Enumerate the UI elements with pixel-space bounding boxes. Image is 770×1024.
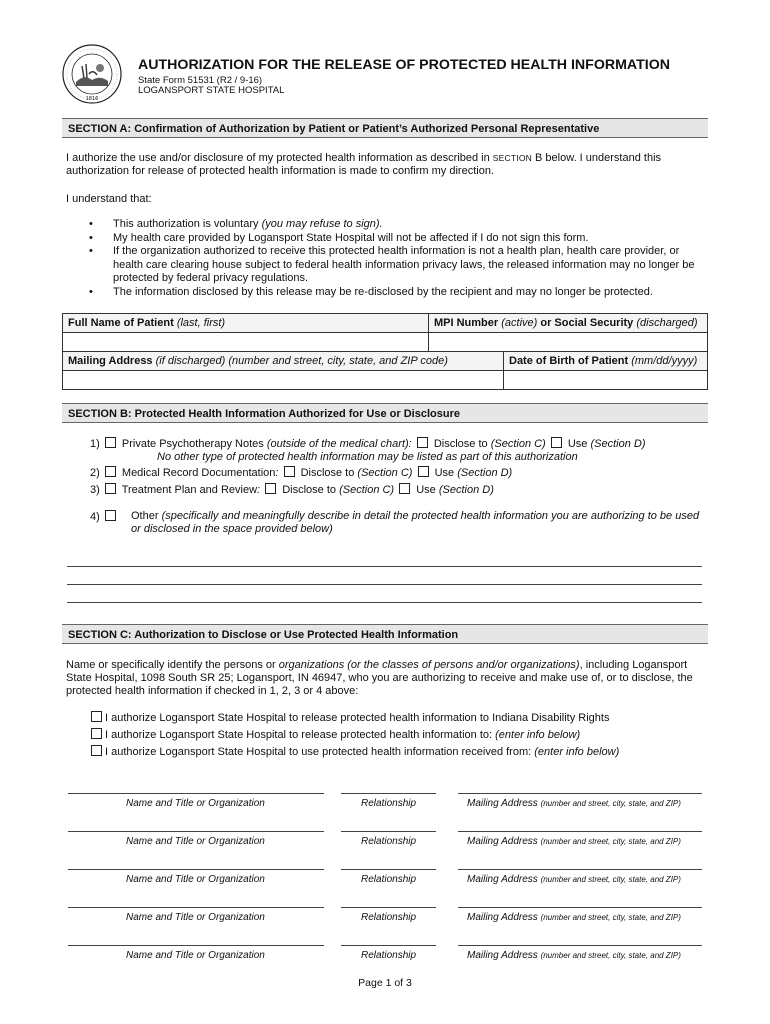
relationship-label: Relationship xyxy=(361,950,417,961)
name-line[interactable] xyxy=(68,831,324,832)
item-4: 4) xyxy=(90,510,700,524)
name-label: Name and Title or Organization xyxy=(126,798,265,809)
address-label: Mailing Address (number and street, city, state, and ZIP) xyxy=(467,874,681,885)
name-label: Name and Title or Organization xyxy=(126,950,265,961)
address-line[interactable] xyxy=(458,831,702,832)
list-item: • This authorization is voluntary (you may refuse to sign). xyxy=(86,218,706,232)
item-3: 3) Treatment Plan and Review: Disclose to (Section C) Use (Section D) xyxy=(90,484,494,496)
relationship-label: Relationship xyxy=(361,798,417,809)
relationship-label: Relationship xyxy=(361,836,417,847)
hospital-name: LOGANSPORT STATE HOSPITAL xyxy=(138,85,285,96)
treatment-plan-disclose-checkbox[interactable] xyxy=(265,483,276,494)
section-a-header: SECTION A: Confirmation of Authorization by Patient or Patient’s Authorized Personal Representative xyxy=(62,118,708,138)
name-label: Name and Title or Organization xyxy=(126,912,265,923)
medical-record-disclose-checkbox[interactable] xyxy=(284,466,295,477)
psychotherapy-disclose-checkbox[interactable] xyxy=(417,437,428,448)
item-4-text: Other (specifically and meaningfully describe in detail the protected health information you are authorizing to be used or disclosed in the space provided below) xyxy=(131,510,700,535)
relationship-label: Relationship xyxy=(361,874,417,885)
address-line[interactable] xyxy=(458,869,702,870)
mpi-label: MPI Number (active) or Social Security (discharged) xyxy=(429,314,708,333)
other-info-line-3[interactable] xyxy=(67,602,702,603)
dob-label: Date of Birth of Patient (mm/dd/yyyy) xyxy=(504,352,708,371)
relationship-label: Relationship xyxy=(361,912,417,923)
section-c-header: SECTION C: Authorization to Disclose or Use Protected Health Information xyxy=(62,624,708,644)
psychotherapy-notes-checkbox[interactable] xyxy=(105,437,116,448)
page-number: Page 1 of 3 xyxy=(358,977,412,989)
mailing-address-field[interactable] xyxy=(63,371,504,390)
understand-label: I understand that: xyxy=(66,193,152,205)
option-2: I authorize Logansport State Hospital to release protected health information to: (enter info below) xyxy=(89,728,580,742)
address-line[interactable] xyxy=(458,793,702,794)
form-number: State Form 51531 (R2 / 9-16) xyxy=(138,75,263,86)
other-info-line-2[interactable] xyxy=(67,584,702,585)
item-1: 1) Private Psychotherapy Notes (outside of the medical chart): Disclose to (Section C) Use (Section D) xyxy=(90,438,646,450)
relationship-line[interactable] xyxy=(341,793,436,794)
item-2: 2) Medical Record Documentation: Disclose to (Section C) Use (Section D) xyxy=(90,467,513,479)
list-item: • If the organization authorized to receive this protected health information is not a health plan, health care provider, or health care clearing house subject to federal health information privacy laws, the released information may no longer be protected by federal privacy regulations. xyxy=(86,245,706,286)
patient-info-table xyxy=(62,313,708,352)
treatment-plan-use-checkbox[interactable] xyxy=(399,483,410,494)
item-1-note: No other type of protected health information may be listed as part of this authorization xyxy=(157,451,578,463)
list-item: • My health care provided by Logansport State Hospital will not be affected if I do not sign this form. xyxy=(86,232,706,246)
address-label: Mailing Address (number and street, city, state, and ZIP) xyxy=(467,798,681,809)
understanding-list xyxy=(86,218,706,300)
name-label: Name and Title or Organization xyxy=(126,874,265,885)
use-from-checkbox[interactable] xyxy=(91,745,102,756)
section-a-intro: I authorize the use and/or disclosure of my protected health information as described in SECTION B below. I understand this authorization for release of protected health information is made to confirm my direction. xyxy=(66,152,662,177)
address-label: Mailing Address (number and street, city, state, and ZIP) xyxy=(467,912,681,923)
treatment-plan-checkbox[interactable] xyxy=(105,483,116,494)
state-seal-icon xyxy=(62,44,122,104)
list-item: • The information disclosed by this release may be re-disclosed by the recipient and may no longer be protected. xyxy=(86,286,706,300)
relationship-line[interactable] xyxy=(341,945,436,946)
address-line[interactable] xyxy=(458,945,702,946)
name-line[interactable] xyxy=(68,907,324,908)
section-b-header: SECTION B: Protected Health Information Authorized for Use or Disclosure xyxy=(62,403,708,423)
mailing-address-label: Mailing Address (if discharged) (number and street, city, state, and ZIP code) xyxy=(63,352,504,371)
mailing-info-table xyxy=(62,351,708,390)
option-1: I authorize Logansport State Hospital to release protected health information to Indiana Disability Rights xyxy=(89,711,609,725)
release-to-checkbox[interactable] xyxy=(91,728,102,739)
relationship-line[interactable] xyxy=(341,831,436,832)
relationship-line[interactable] xyxy=(341,869,436,870)
form-title: AUTHORIZATION FOR THE RELEASE OF PROTECTED HEALTH INFORMATION xyxy=(138,57,671,73)
name-label: Name and Title or Organization xyxy=(126,836,265,847)
release-to-idr-checkbox[interactable] xyxy=(91,711,102,722)
address-line[interactable] xyxy=(458,907,702,908)
address-label: Mailing Address (number and street, city, state, and ZIP) xyxy=(467,836,681,847)
address-label: Mailing Address (number and street, city, state, and ZIP) xyxy=(467,950,681,961)
name-line[interactable] xyxy=(68,869,324,870)
mpi-field[interactable] xyxy=(429,333,708,352)
name-line[interactable] xyxy=(68,945,324,946)
full-name-field[interactable] xyxy=(63,333,429,352)
section-c-intro: Name or specifically identify the persons or organizations (or the classes of persons and/or organizations), including Logansport State Hospital, 1098 South SR 25; Logansport, IN 46947, who you are authorizing to receive and make use of, or to disclose, the protected health information if checked in 1, 2, 3 or 4 above: xyxy=(66,659,693,697)
dob-field[interactable] xyxy=(504,371,708,390)
psychotherapy-use-checkbox[interactable] xyxy=(551,437,562,448)
relationship-line[interactable] xyxy=(341,907,436,908)
name-line[interactable] xyxy=(68,793,324,794)
option-3: I authorize Logansport State Hospital to use protected health information received from: (enter info below) xyxy=(89,745,619,759)
other-info-checkbox[interactable] xyxy=(105,510,116,521)
other-info-line-1[interactable] xyxy=(67,566,702,567)
seal-year: 1816 xyxy=(85,96,99,102)
medical-record-use-checkbox[interactable] xyxy=(418,466,429,477)
full-name-label: Full Name of Patient (last, first) xyxy=(63,314,429,333)
medical-record-checkbox[interactable] xyxy=(105,466,116,477)
